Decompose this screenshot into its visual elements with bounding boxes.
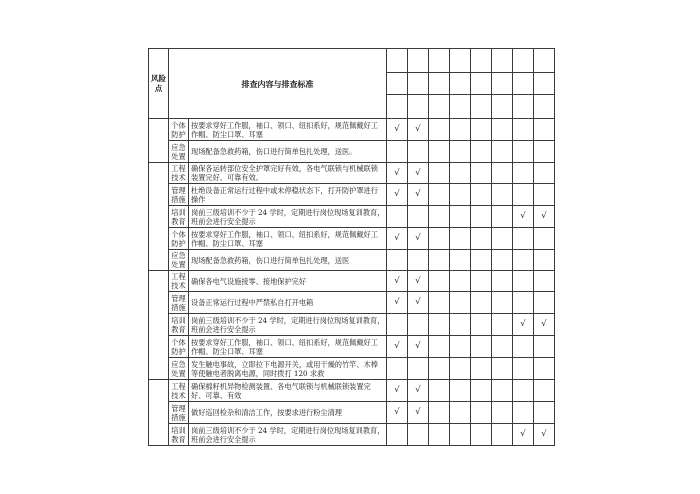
check-mark-cell <box>429 163 450 184</box>
check-mark-cell: √ <box>513 424 534 446</box>
check-header-cell <box>408 95 429 119</box>
measure-type-cell: 个体防护 <box>169 119 189 141</box>
check-mark-cell <box>492 184 513 206</box>
check-header-cell <box>450 49 471 73</box>
check-mark-cell <box>387 250 408 271</box>
check-mark-cell <box>492 358 513 380</box>
check-mark-cell <box>471 271 492 292</box>
check-mark-cell: √ <box>408 402 429 424</box>
check-mark-cell <box>450 271 471 292</box>
check-header-cell <box>513 73 534 95</box>
check-mark-cell <box>450 141 471 163</box>
inspection-content-cell: 现场配备急救药箱，伤口进行简单包扎处理，送医。 <box>189 141 387 163</box>
check-mark-cell <box>513 271 534 292</box>
check-mark-cell <box>492 119 513 141</box>
check-mark-cell: √ <box>387 292 408 314</box>
table-row <box>149 141 555 163</box>
check-mark-cell <box>492 336 513 358</box>
table-row <box>149 228 555 250</box>
check-mark-cell <box>492 292 513 314</box>
measure-type-cell: 个体防护 <box>169 228 189 250</box>
check-mark-cell <box>429 424 450 446</box>
inspection-content-cell: 按要求穿好工作服，袖口、领口、纽扣系好，规范佩戴好工作帽、防尘口罩、耳塞 <box>189 119 387 141</box>
check-mark-cell <box>513 380 534 402</box>
table-row <box>149 271 555 292</box>
inspection-content-cell: 确保棉籽机异物检测装置、各电气联锁与机械联锁装置完好、可靠、有效 <box>189 380 387 402</box>
risk-point-cell <box>149 380 169 446</box>
check-mark-cell <box>450 250 471 271</box>
check-mark-cell <box>534 292 555 314</box>
check-mark-cell: √ <box>387 119 408 141</box>
check-mark-cell <box>429 336 450 358</box>
check-mark-cell <box>471 314 492 336</box>
check-mark-cell <box>513 402 534 424</box>
check-mark-cell <box>513 336 534 358</box>
measure-type-cell: 管理措施 <box>169 292 189 314</box>
check-mark-cell <box>471 184 492 206</box>
check-header-cell <box>492 73 513 95</box>
check-header-cell <box>387 95 408 119</box>
measure-type-cell: 培训教育 <box>169 206 189 228</box>
check-mark-cell <box>471 424 492 446</box>
check-mark-cell: √ <box>408 228 429 250</box>
measure-type-cell: 工程技术 <box>169 271 189 292</box>
check-mark-cell <box>471 250 492 271</box>
inspection-content-cell: 确保各运转部位安全护罩完好有效，各电气联锁与机械联锁装置完好、可靠有效。 <box>189 163 387 184</box>
check-mark-cell <box>492 271 513 292</box>
check-mark-cell <box>429 314 450 336</box>
content-standard-header: 排查内容与排查标准 <box>169 49 387 119</box>
inspection-content-cell: 现场配备急救药箱，伤口进行简单包扎处理，送医 <box>189 250 387 271</box>
check-mark-cell: √ <box>534 424 555 446</box>
inspection-content-cell: 岗前三级培训不少于 24 学时，定期进行岗位现场复训教育，班前会进行安全提示 <box>189 314 387 336</box>
check-mark-cell <box>513 228 534 250</box>
check-mark-cell <box>408 424 429 446</box>
check-mark-cell <box>450 402 471 424</box>
check-header-cell <box>387 73 408 95</box>
check-header-cell <box>450 95 471 119</box>
check-header-cell <box>534 73 555 95</box>
check-mark-cell <box>450 314 471 336</box>
inspection-content-cell: 设备正常运行过程中严禁私自打开电箱 <box>189 292 387 314</box>
table-row <box>149 206 555 228</box>
risk-point-cell <box>149 163 169 271</box>
table-row <box>149 119 555 141</box>
table-row <box>149 380 555 402</box>
check-mark-cell <box>450 424 471 446</box>
table-row <box>149 336 555 358</box>
table-row <box>149 163 555 184</box>
check-mark-cell <box>387 141 408 163</box>
check-mark-cell <box>450 380 471 402</box>
check-header-cell <box>408 49 429 73</box>
check-mark-cell <box>429 184 450 206</box>
check-mark-cell: √ <box>408 336 429 358</box>
check-mark-cell <box>408 141 429 163</box>
check-header-cell <box>534 95 555 119</box>
check-mark-cell: √ <box>408 119 429 141</box>
measure-type-cell: 工程技术 <box>169 380 189 402</box>
check-header-cell <box>492 95 513 119</box>
check-mark-cell <box>429 402 450 424</box>
table-row <box>149 314 555 336</box>
check-mark-cell <box>471 358 492 380</box>
check-mark-cell <box>492 141 513 163</box>
check-mark-cell <box>387 424 408 446</box>
check-mark-cell <box>534 402 555 424</box>
check-mark-cell <box>471 119 492 141</box>
check-mark-cell <box>534 228 555 250</box>
check-mark-cell <box>471 228 492 250</box>
inspection-content-cell: 做好巡回检杂和清洁工作，按要求进行粉尘清理 <box>189 402 387 424</box>
table-row <box>149 424 555 446</box>
check-mark-cell <box>534 184 555 206</box>
risk-point-header: 风险点 <box>149 49 169 119</box>
inspection-content-cell: 按要求穿好工作服，袖口、领口、纽扣系好，规范佩戴好工作帽、防尘口罩、耳塞 <box>189 336 387 358</box>
table-row <box>149 292 555 314</box>
check-mark-cell: √ <box>534 206 555 228</box>
check-mark-cell <box>471 402 492 424</box>
header-row-top <box>149 49 555 73</box>
inspection-content-cell: 确保各电气设施接零、接地保护完好 <box>189 271 387 292</box>
check-mark-cell: √ <box>387 228 408 250</box>
check-mark-cell: √ <box>408 292 429 314</box>
check-mark-cell <box>408 314 429 336</box>
measure-type-cell: 管理措施 <box>169 402 189 424</box>
check-mark-cell <box>450 119 471 141</box>
check-header-cell <box>471 49 492 73</box>
check-mark-cell <box>492 206 513 228</box>
check-mark-cell <box>534 336 555 358</box>
measure-type-cell: 个体防护 <box>169 336 189 358</box>
check-mark-cell <box>471 163 492 184</box>
check-header-cell <box>387 49 408 73</box>
check-mark-cell <box>408 250 429 271</box>
check-mark-cell: √ <box>387 163 408 184</box>
check-mark-cell <box>450 206 471 228</box>
check-mark-cell <box>387 206 408 228</box>
check-mark-cell <box>513 119 534 141</box>
inspection-content-cell: 发生触电事故，立即拉下电源开关，或用干燥的竹竿、木棒等使触电者脱离电源，同时拨打 120 求救 <box>189 358 387 380</box>
check-mark-cell <box>492 228 513 250</box>
check-header-cell <box>513 95 534 119</box>
check-mark-cell <box>429 271 450 292</box>
check-mark-cell: √ <box>408 380 429 402</box>
check-mark-cell <box>471 292 492 314</box>
check-mark-cell: √ <box>387 380 408 402</box>
check-mark-cell <box>513 250 534 271</box>
check-mark-cell: √ <box>387 336 408 358</box>
check-mark-cell <box>450 228 471 250</box>
check-mark-cell <box>492 380 513 402</box>
check-mark-cell: √ <box>534 314 555 336</box>
check-mark-cell: √ <box>408 271 429 292</box>
check-mark-cell <box>450 292 471 314</box>
check-mark-cell <box>492 250 513 271</box>
check-mark-cell: √ <box>513 314 534 336</box>
check-mark-cell <box>429 206 450 228</box>
check-mark-cell <box>429 250 450 271</box>
table-row <box>149 358 555 380</box>
check-mark-cell <box>534 250 555 271</box>
check-header-cell <box>429 95 450 119</box>
check-mark-cell <box>429 380 450 402</box>
check-mark-cell: √ <box>513 206 534 228</box>
measure-type-cell: 应急处置 <box>169 141 189 163</box>
measure-type-cell: 管理措施 <box>169 184 189 206</box>
check-header-cell <box>471 95 492 119</box>
inspection-content-cell: 杜绝设备正常运行过程中或未停稳状态下，打开防护罩进行操作 <box>189 184 387 206</box>
measure-type-cell: 应急处置 <box>169 250 189 271</box>
check-header-cell <box>513 49 534 73</box>
check-mark-cell <box>534 271 555 292</box>
check-header-cell <box>471 73 492 95</box>
check-mark-cell <box>513 358 534 380</box>
check-mark-cell <box>450 163 471 184</box>
check-mark-cell <box>513 141 534 163</box>
risk-point-cell <box>149 119 169 163</box>
check-mark-cell <box>492 424 513 446</box>
table-row <box>149 250 555 271</box>
measure-type-cell: 应急处置 <box>169 358 189 380</box>
check-mark-cell <box>471 141 492 163</box>
measure-type-cell: 培训教育 <box>169 424 189 446</box>
check-mark-cell: √ <box>387 271 408 292</box>
check-header-cell <box>429 49 450 73</box>
check-mark-cell <box>429 228 450 250</box>
inspection-content-cell: 按要求穿好工作服，袖口、领口、纽扣系好，规范佩戴好工作帽、防尘口罩、耳塞 <box>189 228 387 250</box>
check-mark-cell: √ <box>408 184 429 206</box>
check-mark-cell <box>534 358 555 380</box>
check-mark-cell <box>387 314 408 336</box>
check-mark-cell: √ <box>387 402 408 424</box>
check-mark-cell <box>450 184 471 206</box>
check-mark-cell <box>471 380 492 402</box>
check-mark-cell <box>450 358 471 380</box>
measure-type-cell: 工程技术 <box>169 163 189 184</box>
table-row <box>149 402 555 424</box>
inspection-table <box>148 48 555 446</box>
check-mark-cell <box>492 402 513 424</box>
check-header-cell <box>492 49 513 73</box>
check-mark-cell <box>429 119 450 141</box>
check-mark-cell <box>408 358 429 380</box>
check-mark-cell <box>429 292 450 314</box>
check-header-cell <box>429 73 450 95</box>
check-mark-cell <box>450 336 471 358</box>
check-mark-cell <box>534 380 555 402</box>
inspection-content-cell: 岗前三级培训不少于 24 学时，定期进行岗位现场复训教育，班前会进行安全提示 <box>189 424 387 446</box>
check-mark-cell <box>492 163 513 184</box>
check-header-cell <box>408 73 429 95</box>
check-mark-cell <box>492 314 513 336</box>
check-mark-cell <box>534 163 555 184</box>
risk-point-cell <box>149 271 169 380</box>
check-mark-cell <box>429 141 450 163</box>
check-mark-cell <box>408 206 429 228</box>
check-mark-cell <box>513 292 534 314</box>
check-mark-cell <box>387 358 408 380</box>
check-mark-cell <box>534 141 555 163</box>
table-row <box>149 184 555 206</box>
check-mark-cell <box>429 358 450 380</box>
check-mark-cell <box>471 336 492 358</box>
measure-type-cell: 培训教育 <box>169 314 189 336</box>
check-mark-cell <box>534 119 555 141</box>
check-header-cell <box>534 49 555 73</box>
inspection-content-cell: 岗前三级培训不少于 24 学时，定期进行岗位现场复训教育，班前会进行安全提示 <box>189 206 387 228</box>
check-mark-cell: √ <box>408 163 429 184</box>
check-mark-cell: √ <box>387 184 408 206</box>
check-mark-cell <box>513 163 534 184</box>
check-mark-cell <box>471 206 492 228</box>
check-header-cell <box>450 73 471 95</box>
check-mark-cell <box>513 184 534 206</box>
